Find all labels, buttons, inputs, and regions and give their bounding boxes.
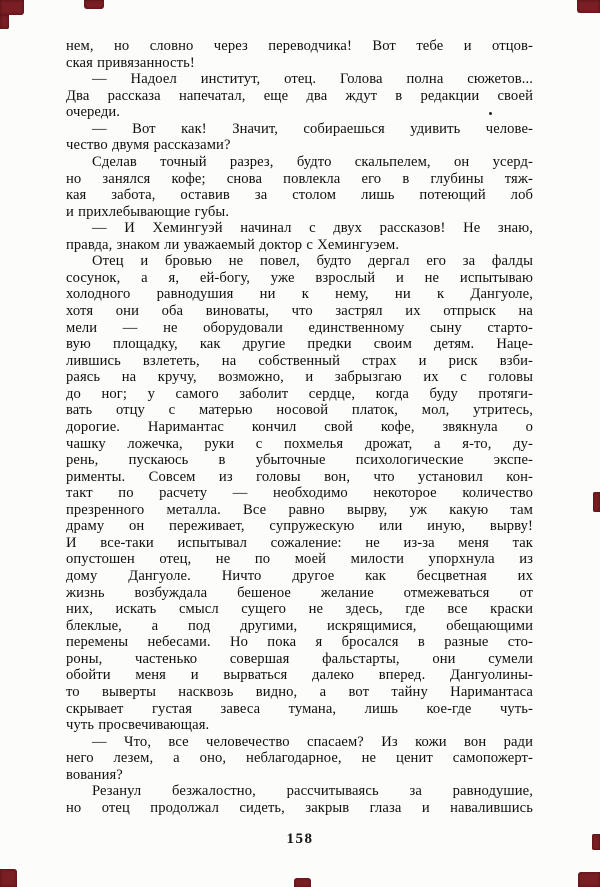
paragraph — [66, 253, 533, 733]
scan-mark-top-edge — [84, 0, 104, 9]
text-line: ская привязанность! — [66, 54, 195, 71]
paragraph — [66, 734, 533, 784]
text-line: них, искать смысл сущего не здесь, где все краски — [66, 601, 533, 618]
text-line: раясь на кручу, возможно, и забрызгаю их с головы — [66, 369, 533, 386]
text-line: жизнь возбуждала бешеное желание отмежеваться от — [66, 584, 533, 601]
text-line: и прихлебывающие губы. — [66, 203, 230, 220]
text-line: — И Хемингуэй начинал с двух рассказов! Не знаю, — [92, 220, 533, 237]
text-line: дорогие. Наримантас кончил свой кофе, звякнула о — [66, 418, 533, 435]
text-line: — Вот как! Значит, собираешься удивить челове- — [92, 120, 533, 137]
text-line: рень, пускаюсь в убыточные психологические экспе- — [66, 452, 533, 469]
text-line: драму он переживает, супружескую или иную, вырву! — [66, 518, 533, 535]
text-line: правда, знаком ли уважаемый доктор с Хемингуэем. — [66, 236, 400, 253]
text-line: скрывает густая завеса тумана, лишь кое-где чуть- — [66, 700, 533, 717]
scan-mark-top-left-lower — [0, 15, 9, 29]
text-line: Отец и бровью не повел, будто дергал его за фалды — [92, 253, 533, 270]
text-line: но отец продолжал сидеть, закрыв глаза и навалившись — [66, 799, 533, 816]
paragraph — [66, 38, 533, 71]
scan-mark-right-middle — [593, 492, 600, 512]
text-line: роны, частенько совершая фальстарты, они сумели — [66, 650, 533, 667]
text-line: лившись взлететь, на собственный страх и риск взби- — [66, 352, 533, 369]
text-line: чество двумя рассказами? — [66, 137, 231, 154]
text-line: рименты. Совсем из головы вон, что установил кон- — [66, 468, 533, 485]
text-line: хотя они оба виноваты, что застрял их отпрыск на — [66, 303, 533, 319]
text-line: кая забота, оставив за столом лишь потеющий лоб — [66, 187, 533, 204]
text-line: него лезем, а оно, неблагодарное, не ценит самопожерт- — [66, 750, 533, 767]
text-line: презренного металла. Все равно вырву, уж какую там — [66, 501, 533, 518]
page-number: 158 — [286, 831, 314, 847]
scan-mark-right-lower — [592, 834, 600, 850]
scan-mark-bottom-left — [0, 869, 17, 887]
scan-mark-bottom-center — [294, 878, 311, 887]
text-line: обойти меня и вырваться далеко вперед. Дангуолины- — [66, 667, 533, 684]
text-line: перемены небесами. Но пока я бросался в разные сто- — [66, 634, 533, 651]
text-line: сосунок, а я, ей-богу, уже взрослый и не испытываю — [66, 269, 533, 286]
text-line: очереди. — [66, 104, 121, 121]
text-line: блеклые, а под другими, искрящимися, обещающими — [66, 617, 533, 634]
text-line: такт по расчету — необходимо некоторое количество — [66, 485, 533, 502]
text-line: — Надоел институт, отец. Голова полна сюжетов... — [92, 71, 533, 88]
text-line: Два рассказа напечатал, еще два ждут в редакции своей — [66, 87, 533, 104]
text-line: чашку ложечка, руки с похмелья дрожат, а я-то, ду- — [66, 435, 533, 452]
paragraph — [66, 220, 533, 253]
text-line: чуть просвечивающая. — [66, 717, 210, 734]
text-line: Резанул безжалостно, рассчитываясь за равнодушие, — [92, 783, 533, 800]
text-line: вую площадку, как другие предки своим детям. Наце- — [66, 336, 533, 353]
text-line: то выверты насквозь видно, а вот тайну Наримантаса — [66, 683, 533, 700]
text-line: но занялся кофе; снова повлекла его в глубины тяж- — [66, 170, 533, 187]
text-line: дому Дангуоле. Ничто другое как бесцветная их — [66, 568, 533, 584]
text-line: до ног; у самого заболит сердце, когда буду протяги- — [66, 385, 533, 402]
paragraph — [66, 121, 533, 154]
text-line: — Что, все человечество спасаем? Из кожи вон ради — [92, 733, 533, 750]
paragraph — [66, 783, 533, 816]
text-line: И все-таки испытывал сожаление: не из-за меня так — [66, 534, 533, 551]
scan-mark-top-right — [577, 0, 600, 13]
scan-mark-top-left — [0, 0, 24, 15]
text-line: вать отцу с матерью носовой платок, мол, утритесь, — [66, 402, 533, 419]
paragraph — [66, 154, 533, 220]
text-line: мели — не оборудовали единственному сыну старто- — [66, 319, 533, 336]
scan-mark-bottom-right — [578, 872, 600, 887]
text-line: холодного равнодушия ни к нему, ни к Дангуоле, — [66, 286, 533, 303]
paragraph — [66, 71, 533, 121]
scan-speck — [489, 112, 492, 115]
text-line: вования? — [66, 766, 123, 783]
text-column — [66, 38, 533, 816]
text-line: опустошен отец, не по моей милости упорхнула из — [66, 551, 533, 568]
text-line: нем, но словно через переводчика! Вот тебе и отцов- — [66, 38, 533, 54]
text-line: Сделав точный разрез, будто скальпелем, он усерд- — [92, 153, 533, 170]
